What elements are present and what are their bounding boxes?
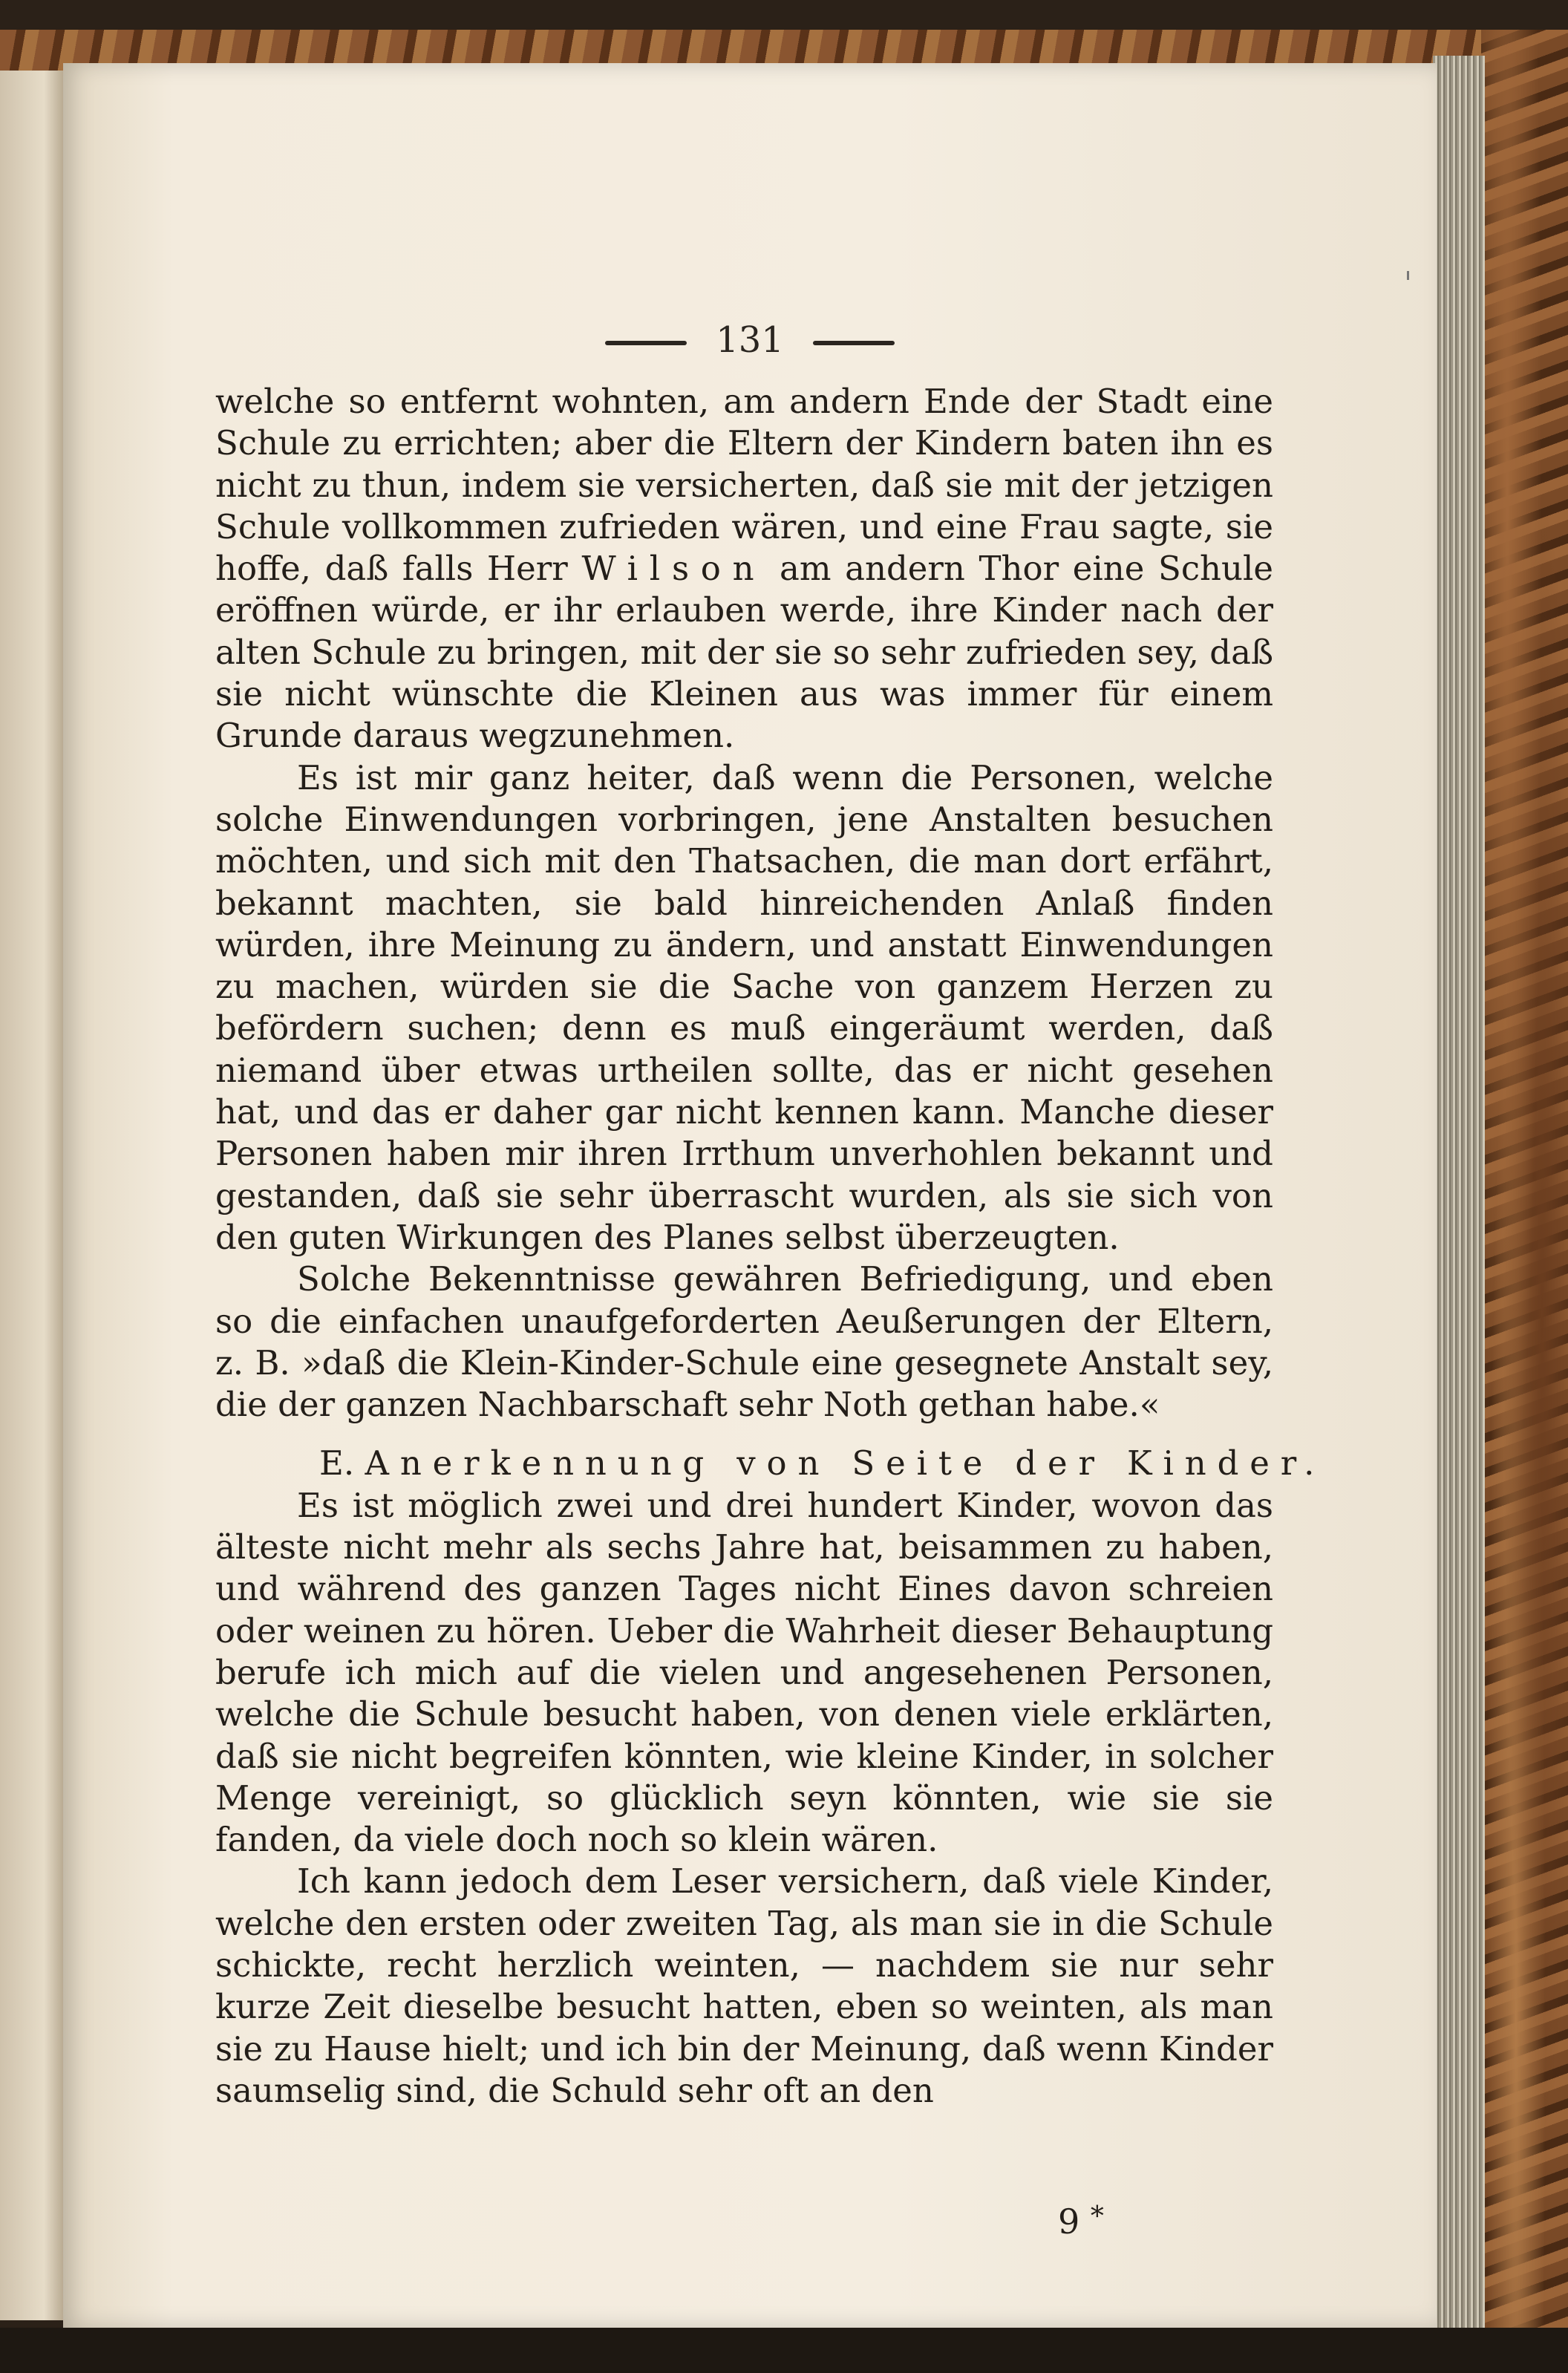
header-rule-left [605, 341, 687, 345]
page-mark [1407, 271, 1409, 280]
signature-star: * [1090, 2201, 1104, 2232]
signature-mark [1058, 2201, 1104, 2242]
page-header [63, 319, 1437, 361]
page-body [215, 381, 1326, 2112]
paragraph-2: Es ist mir ganz heiter, daß wenn die Personen, welche solche Einwendungen vorbringen, jene Anstalten besuchen möchten, und sich mit den Thatsachen, die man dort erfährt, bekannt machten, sie bald hinreichenden Anlaß finden würden, ihre Meinung zu ändern, und anstatt Einwendungen zu machen, würden sie die Sache von ganzem Herzen zu befördern suchen; denn es muß eingeräumt werden, daß niemand über etwas urtheilen sollte, das er nicht gesehen hat, und das er daher gar nicht kennen kann. Manche dieser Personen haben mir ihren Irrthum unverhohlen bekannt und gestanden, daß sie sehr überrascht wurden, als sie sich von den guten Wirkungen des Planes selbst überzeugten. [215, 757, 1273, 1257]
section-title: Anerkennung von Seite der Kinder. [365, 1443, 1326, 1483]
section-letter: E. [319, 1443, 355, 1483]
section-heading [215, 1443, 1326, 1484]
facing-page-edge [0, 71, 63, 2320]
name-wilson: Wilson [581, 549, 766, 589]
header-rule-right [813, 341, 895, 345]
signature-number: 9 [1058, 2201, 1080, 2242]
page-block-edges [1433, 56, 1485, 2328]
paragraph-3: Solche Bekenntnisse gewähren Befriedigung, und eben so die einfachen unaufgeforderten Aeußerungen der Eltern, z. B. »daß die Klein-Kinder-Schule eine gesegnete Anstalt sey, die der ganzen Nachbarschaft sehr Noth gethan habe.« [215, 1259, 1273, 1425]
paragraph-5: Ich kann jedoch dem Leser versichern, daß viele Kinder, welche den ersten oder zweiten Tag, als man sie in die Schule schickte, recht herzlich weinten, — nachdem sie nur sehr kurze Zeit dieselbe besucht hatten, eben so weinten, als man sie zu Hause hielt; und ich bin der Meinung, daß wenn Kinder saumselig sind, die Schuld sehr oft an den [215, 1861, 1273, 2110]
book-page [63, 63, 1437, 2328]
paragraph-4: Es ist möglich zwei und drei hundert Kinder, wovon das älteste nicht mehr als sechs Jahre hat, beisammen zu haben, und während des ganzen Tages nicht Eines davon schreien oder weinen zu hören. Ueber die Wahrheit dieser Behauptung berufe ich mich auf die vielen und angesehenen Personen, welche die Schule besucht haben, von denen viele erklärten, daß sie nicht begreifen könnten, wie kleine Kinder, in solcher Menge vereinigt, so glücklich seyn könnten, wie sie sie fanden, da viele doch noch so klein wären. [215, 1485, 1273, 1860]
bottom-shadow [0, 2328, 1568, 2373]
page-number: 131 [716, 319, 784, 361]
paragraph-1 [215, 381, 1273, 757]
book-cover-marbled-edge [1481, 30, 1568, 2373]
paragraph-1-continuation: am andern Thor eine Schule eröffnen würde, er ihr erlauben werde, ihre Kinder nach der alten Schule zu bringen, mit der sie so sehr zufrieden sey, daß sie nicht wünschte die Kleinen aus was immer für einem Grunde daraus wegzunehmen. [215, 549, 1274, 756]
paragraph-1-text: welche so entfernt wohnten, am andern Ende der Stadt eine Schule zu errichten; aber die Eltern der Kindern baten ihn es nicht zu thun, indem sie versicherten, daß sie mit der jetzigen Schule vollkommen zufrieden wären, und eine Frau sagte, sie hoffe, daß falls Herr [215, 382, 1273, 589]
